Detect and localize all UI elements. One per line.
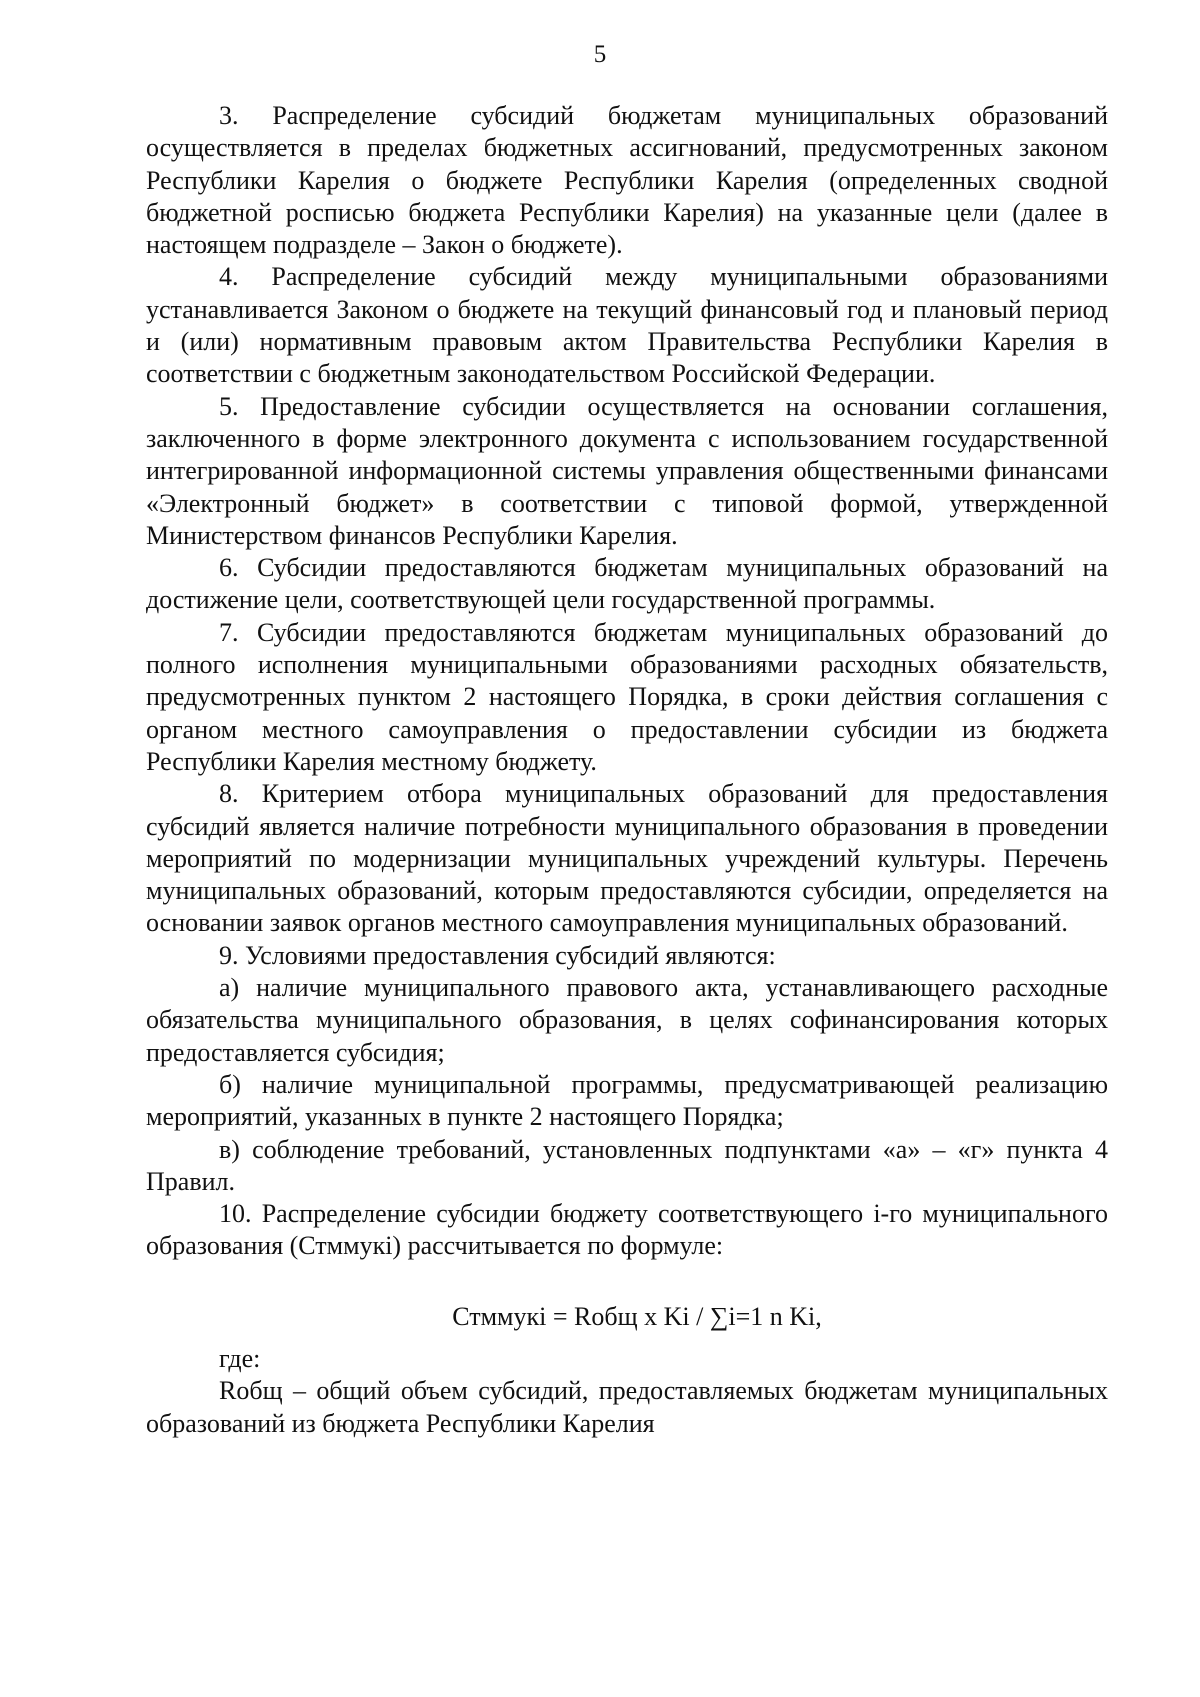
paragraph-8: 8. Критерием отбора муниципальных образований для предоставления субсидий является наличие потребности муниципального образования в проведении мероприятий по модернизации муниципальных учреждений культуры. Перечень муниципальных образований, которым предоставляются субсидии, определяется на основании заявок органов местного самоуправления муниципальных образований. <box>146 779 1108 938</box>
subparagraph-v: в) соблюдение требований, установленных подпунктами «а» – «г» пункта 4 Правил. <box>146 1134 1108 1196</box>
paragraph-5: 5. Предоставление субсидии осуществляется на основании соглашения, заключенного в форме электронного документа с использованием государственной интегрированной информационной системы управления общественными финансами «Электронный бюджет» в соответствии с типовой формой, утвержденной Министерством финансов Республики Карелия. <box>146 391 1108 550</box>
where-label: где: <box>219 1343 261 1373</box>
subparagraph-b: б) наличие муниципальной программы, предусматривающей реализацию мероприятий, указанных в пункте 2 настоящего Порядка; <box>146 1069 1108 1132</box>
paragraph-9: 9. Условиями предоставления субсидий являются: <box>219 940 776 970</box>
paragraph-10: 10. Распределение субсидии бюджету соответствующего i-го муниципального образования (Стммукi) рассчитывается по формуле: <box>146 1199 1108 1261</box>
subparagraph-a: а) наличие муниципального правового акта, устанавливающего расходные обязательства муниципального образования, в целях софинансирования которых предоставляется субсидия; <box>146 973 1108 1067</box>
paragraph-6: 6. Субсидии предоставляются бюджетам муниципальных образований на достижение цели, соответствующей цели государственной программы. <box>146 553 1108 615</box>
subsidy-formula: Стммукi = Rобщ x Ki / ∑i=1 n Ki, <box>452 1301 822 1331</box>
paragraph-4: 4. Распределение субсидий между муниципальными образованиями устанавливается Законом о бюджете на текущий финансовый год и плановый период и (или) нормативным правовым актом Правительства Республики Карелия в соответствии с бюджетным законодательством Российской Федерации. <box>146 262 1108 389</box>
paragraph-3: 3. Распределение субсидий бюджетам муниципальных образований осуществляется в пределах бюджетных ассигнований, предусмотренных законом Республики Карелия о бюджете Республики Карелия (определенных сводной бюджетной росписью бюджета Республики Карелия) на указанные цели (далее в настоящем подразделе – Закон о бюджете). <box>146 101 1108 260</box>
paragraph-7: 7. Субсидии предоставляются бюджетам муниципальных образований до полного исполнения муниципальными образованиями расходных обязательств, предусмотренных пунктом 2 настоящего Порядка, в сроки действия соглашения с органом местного самоуправления о предоставлении субсидии из бюджета Республики Карелия местному бюджету. <box>146 617 1108 776</box>
paragraph-robsh-definition: Rобщ – общий объем субсидий, предоставляемых бюджетам муниципальных образований из бюджета Республики Карелия <box>146 1376 1108 1438</box>
page-number: 5 <box>593 41 607 68</box>
document-body <box>146 100 1108 1440</box>
